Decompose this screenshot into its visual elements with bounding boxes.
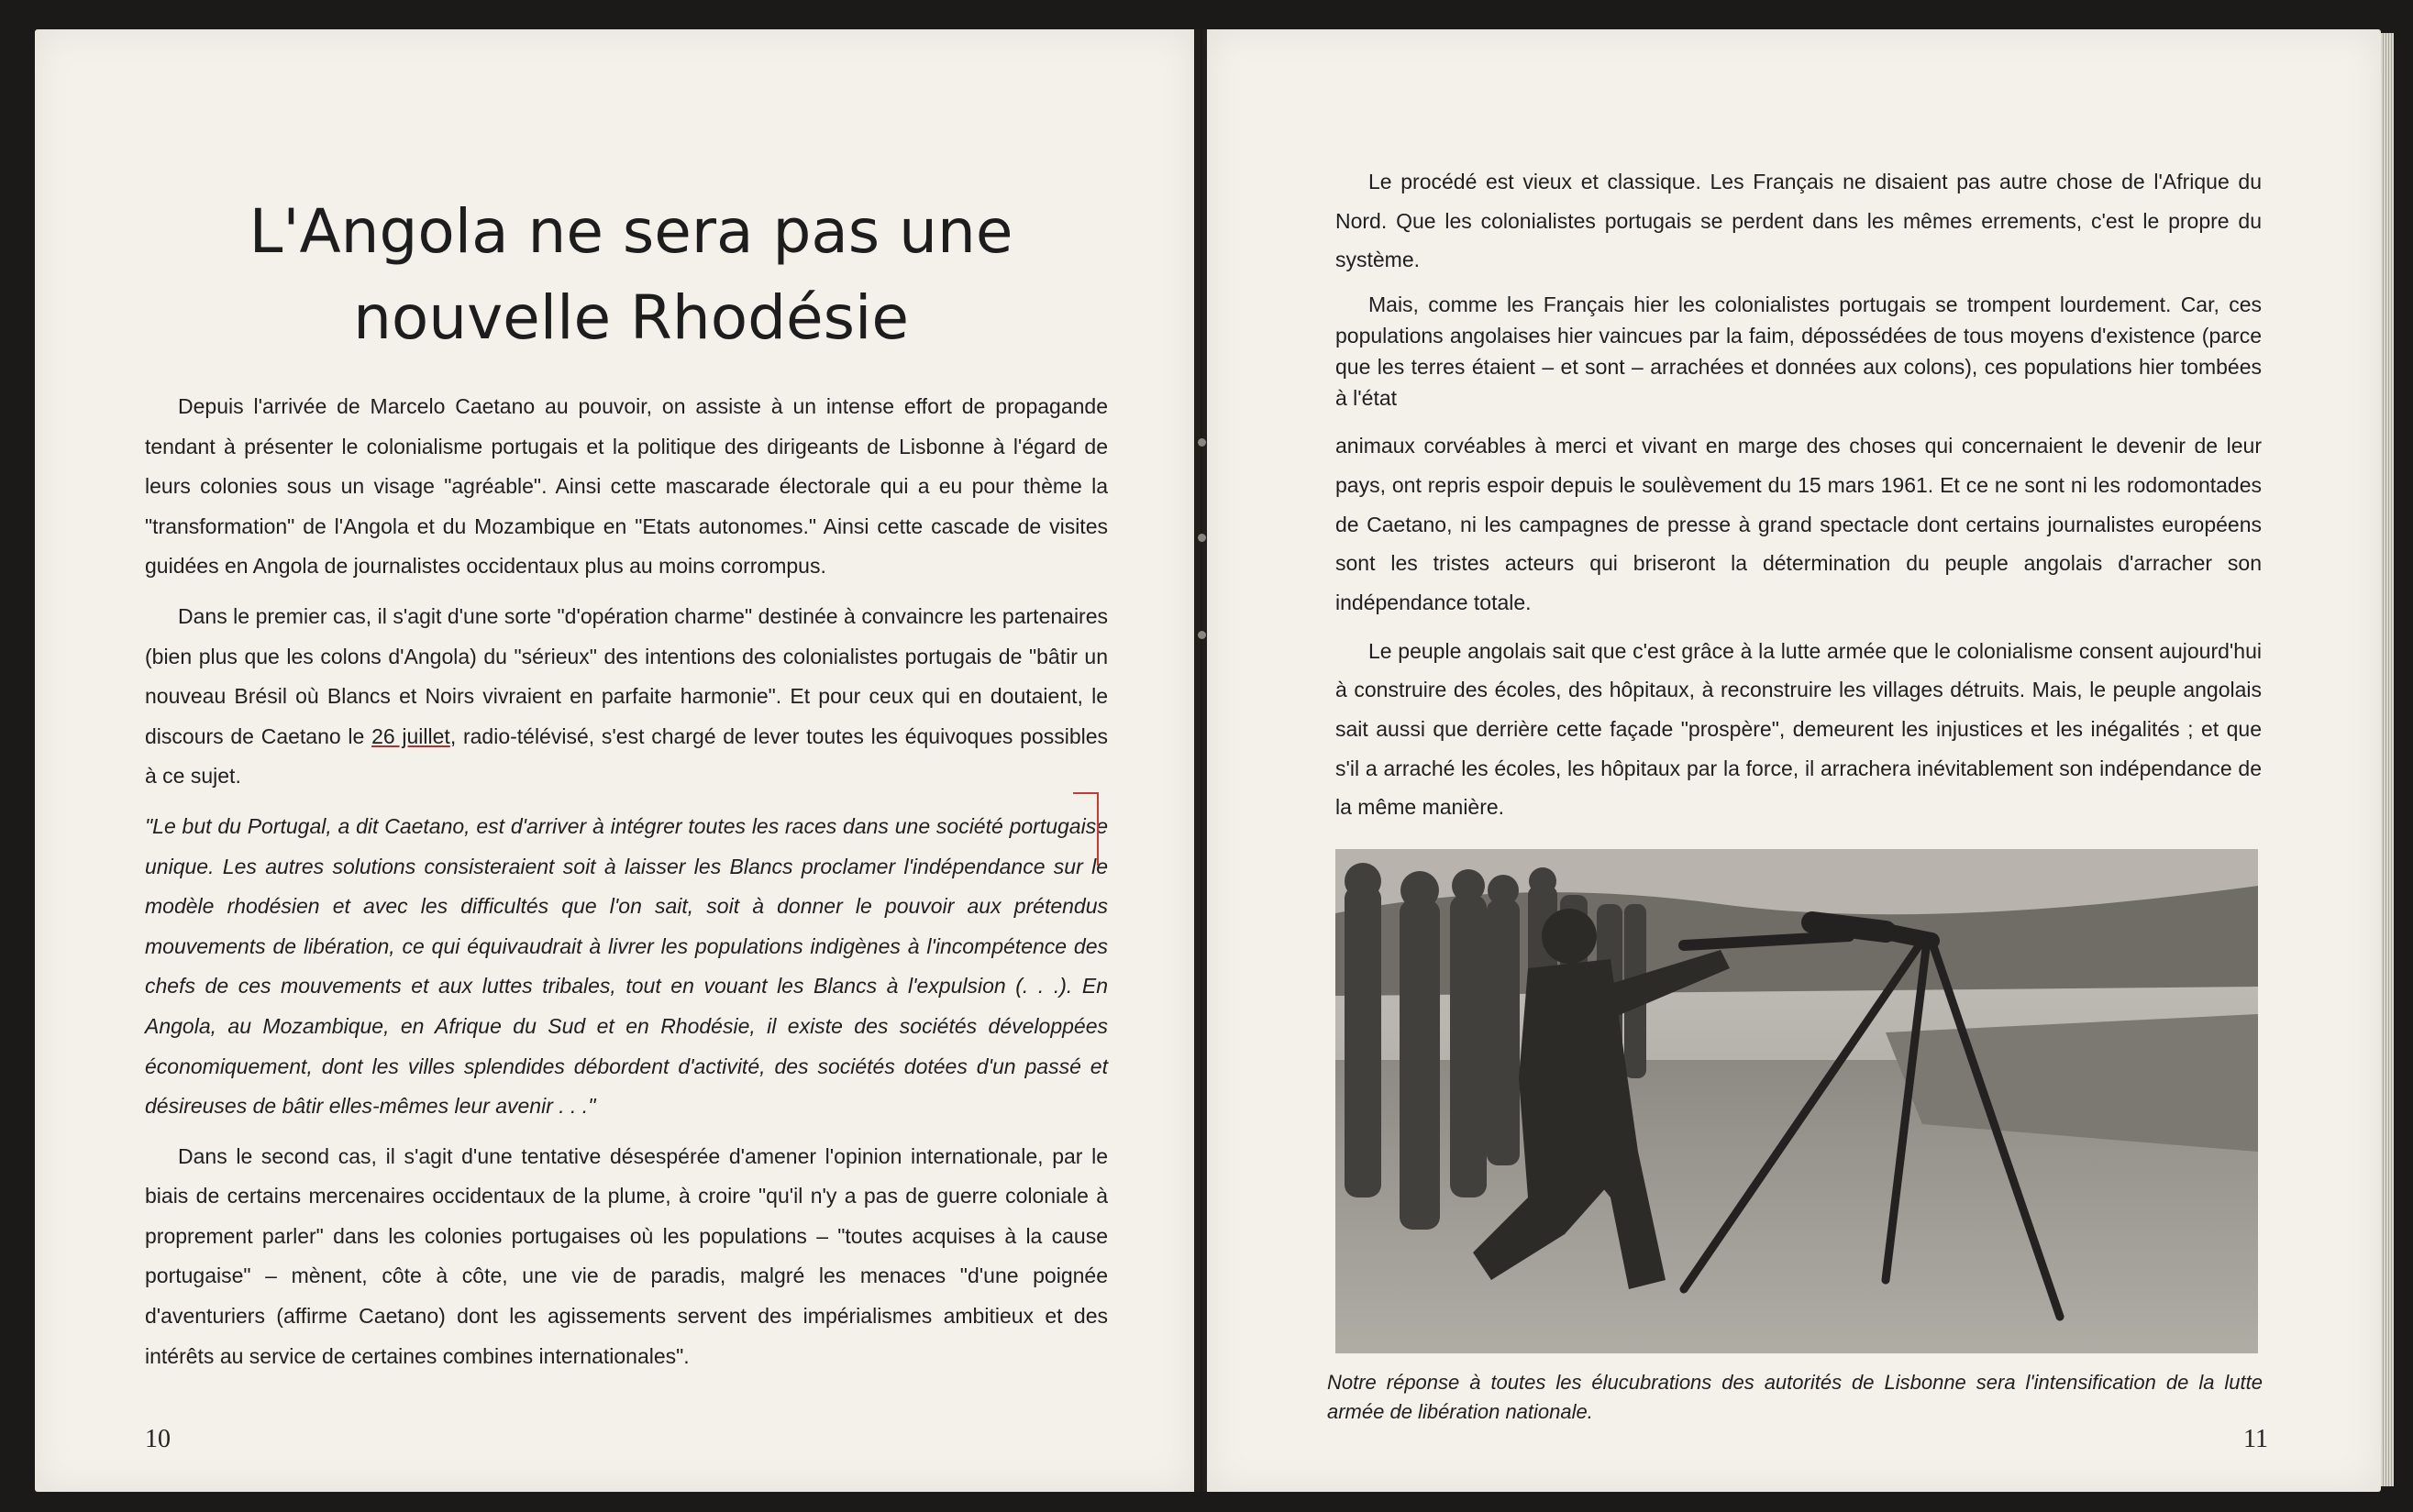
- red-margin-mark: [1097, 792, 1099, 866]
- staple-top: [1198, 438, 1206, 447]
- left-page: [35, 29, 1194, 1492]
- right-paragraph-3: Le peuple angolais sait que c'est grâce à la lutte armée que le colonialisme consent aujourd'hui à construire des écoles, des hôpitaux, à reconstruire les villages détruits. Mais, le peuple angolais sait aussi que derrière cette façade "prospère", demeurent les injustices et les inégalités ; et que s'il a arraché les écoles, les hôpitaux par la force, il arrachera inévitablement son indépendance de la même manière.: [1335, 638, 2262, 820]
- page-edges: [2381, 33, 2394, 1486]
- staple-middle: [1198, 534, 1206, 542]
- paragraph-2: [145, 597, 1108, 797]
- underlined-date: 26 juillet: [371, 723, 450, 748]
- photo-caption: Notre réponse à toutes les élucubrations des autorités de Lisbonne sera l'intensification de la lutte armée de libération nationale.: [1327, 1371, 2263, 1423]
- caetano-quote: "Le but du Portugal, a dit Caetano, est d'arriver à intégrer toutes les races dans une société portugaise unique. Les autres solutions consisteraient soit à laisser les Blancs proclamer l'indépendance sur le modèle rhodésien et avec les difficultés que l'on sait, soit à donner le pouvoir aux prétendus mouvements de libération, ce qui équivaudrait à livrer les populations indigènes à l'incompétence des chefs de ces mouvements et aux luttes tribales, tout en vouant les Blancs à l'expulsion (. . .). En Angola, au Mozambique, en Afrique du Sud et en Rhodésie, il existe des sociétés développées économiquement, dont les villes splendides débordent d'activité, des sociétés dotées d'un passé et désireuses de bâtir elles-mêmes leur avenir . . .": [145, 813, 1108, 1119]
- paragraph-3: Dans le second cas, il s'agit d'une tentative désespérée d'amener l'opinion internationale, par le biais de certains mercenaires occidentaux de la plume, à croire "qu'il n'y a pas de guerre coloniale à proprement parler" dans les colonies portugaises où les populations – "toutes acquises à la cause portugaise" – mènent, côte à côte, une vie de paradis, malgré les menaces "d'une poignée d'aventuriers (affirme Caetano) dont les agissements servent des impérialismes ambitieux et des intérêts au service de certaines combines internationales".: [145, 1143, 1108, 1368]
- right-paragraph-2a: Mais, comme les Français hier les colonialistes portugais se trompent lourdement. Car, ces populations angolaises hier vaincues par la faim, dépossédées de tous moyens d'existence (parce que les terres étaient – et sont – arrachées et données aux colons), ces populations hier tombées à l'état: [1335, 292, 2262, 411]
- staple-bottom: [1198, 631, 1206, 639]
- page-number-left: 10: [145, 1425, 171, 1453]
- right-page: [1207, 29, 2381, 1492]
- article-title: [145, 189, 1117, 361]
- paragraph-1: Depuis l'arrivée de Marcelo Caetano au pouvoir, on assiste à un intense effort de propagande tendant à présenter le colonialisme portugais et la politique des dirigeants de Lisbonne à l'égard de leurs colonies sous un visage "agréable". Ainsi cette mascarade électorale qui a eu pour thème la "transformation" de l'Angola et du Mozambique en "Etats autonomes." Ainsi cette cascade de visites guidées en Angola de journalistes occidentaux plus au moins corrompus.: [145, 394, 1108, 579]
- title-line-1: L'Angola ne sera pas une: [249, 196, 1013, 268]
- paragraph-2-text-a: Dans le premier cas, il s'agit d'une sorte "d'opération charme" destinée à convaincre les partenaires (bien plus que les colons d'Angola) du "sérieux" des intentions des colonialistes portugais de "bâtir un nouveau Brésil où Blancs et Noirs vivraient en parfaite harmonie". Et pour ceux qui en doutaient, le discours de Caetano le: [145, 603, 1108, 748]
- right-paragraph-1: Le procédé est vieux et classique. Les Français ne disaient pas autre chose de l'Afrique du Nord. Que les colonialistes portugais se perdent dans les mêmes errements, c'est le propre du système.: [1335, 170, 2262, 272]
- red-margin-tick: [1073, 792, 1097, 794]
- page-number-right: 11: [2243, 1425, 2268, 1453]
- right-column: [1335, 162, 2262, 827]
- title-line-2: nouvelle Rhodésie: [353, 282, 909, 354]
- paragraph-2-text-b: , radio-télévisé, s'est chargé de lever toutes les équivoques possibles à ce sujet.: [145, 723, 1109, 789]
- left-column: [145, 387, 1108, 1376]
- photo-soldiers-machine-gun: [1335, 849, 2258, 1353]
- right-paragraph-2b: animaux corvéables à merci et vivant en marge des choses qui concernaient le devenir de leur pays, ont repris espoir depuis le soulèvement du 15 mars 1961. Et ce ne sont ni les rodomontades de Caetano, ni les campagnes de presse à grand spectacle dont certains journalistes européens sont les tristes acteurs qui briseront la détermination du peuple angolais d'arracher son indépendance totale.: [1335, 434, 2262, 614]
